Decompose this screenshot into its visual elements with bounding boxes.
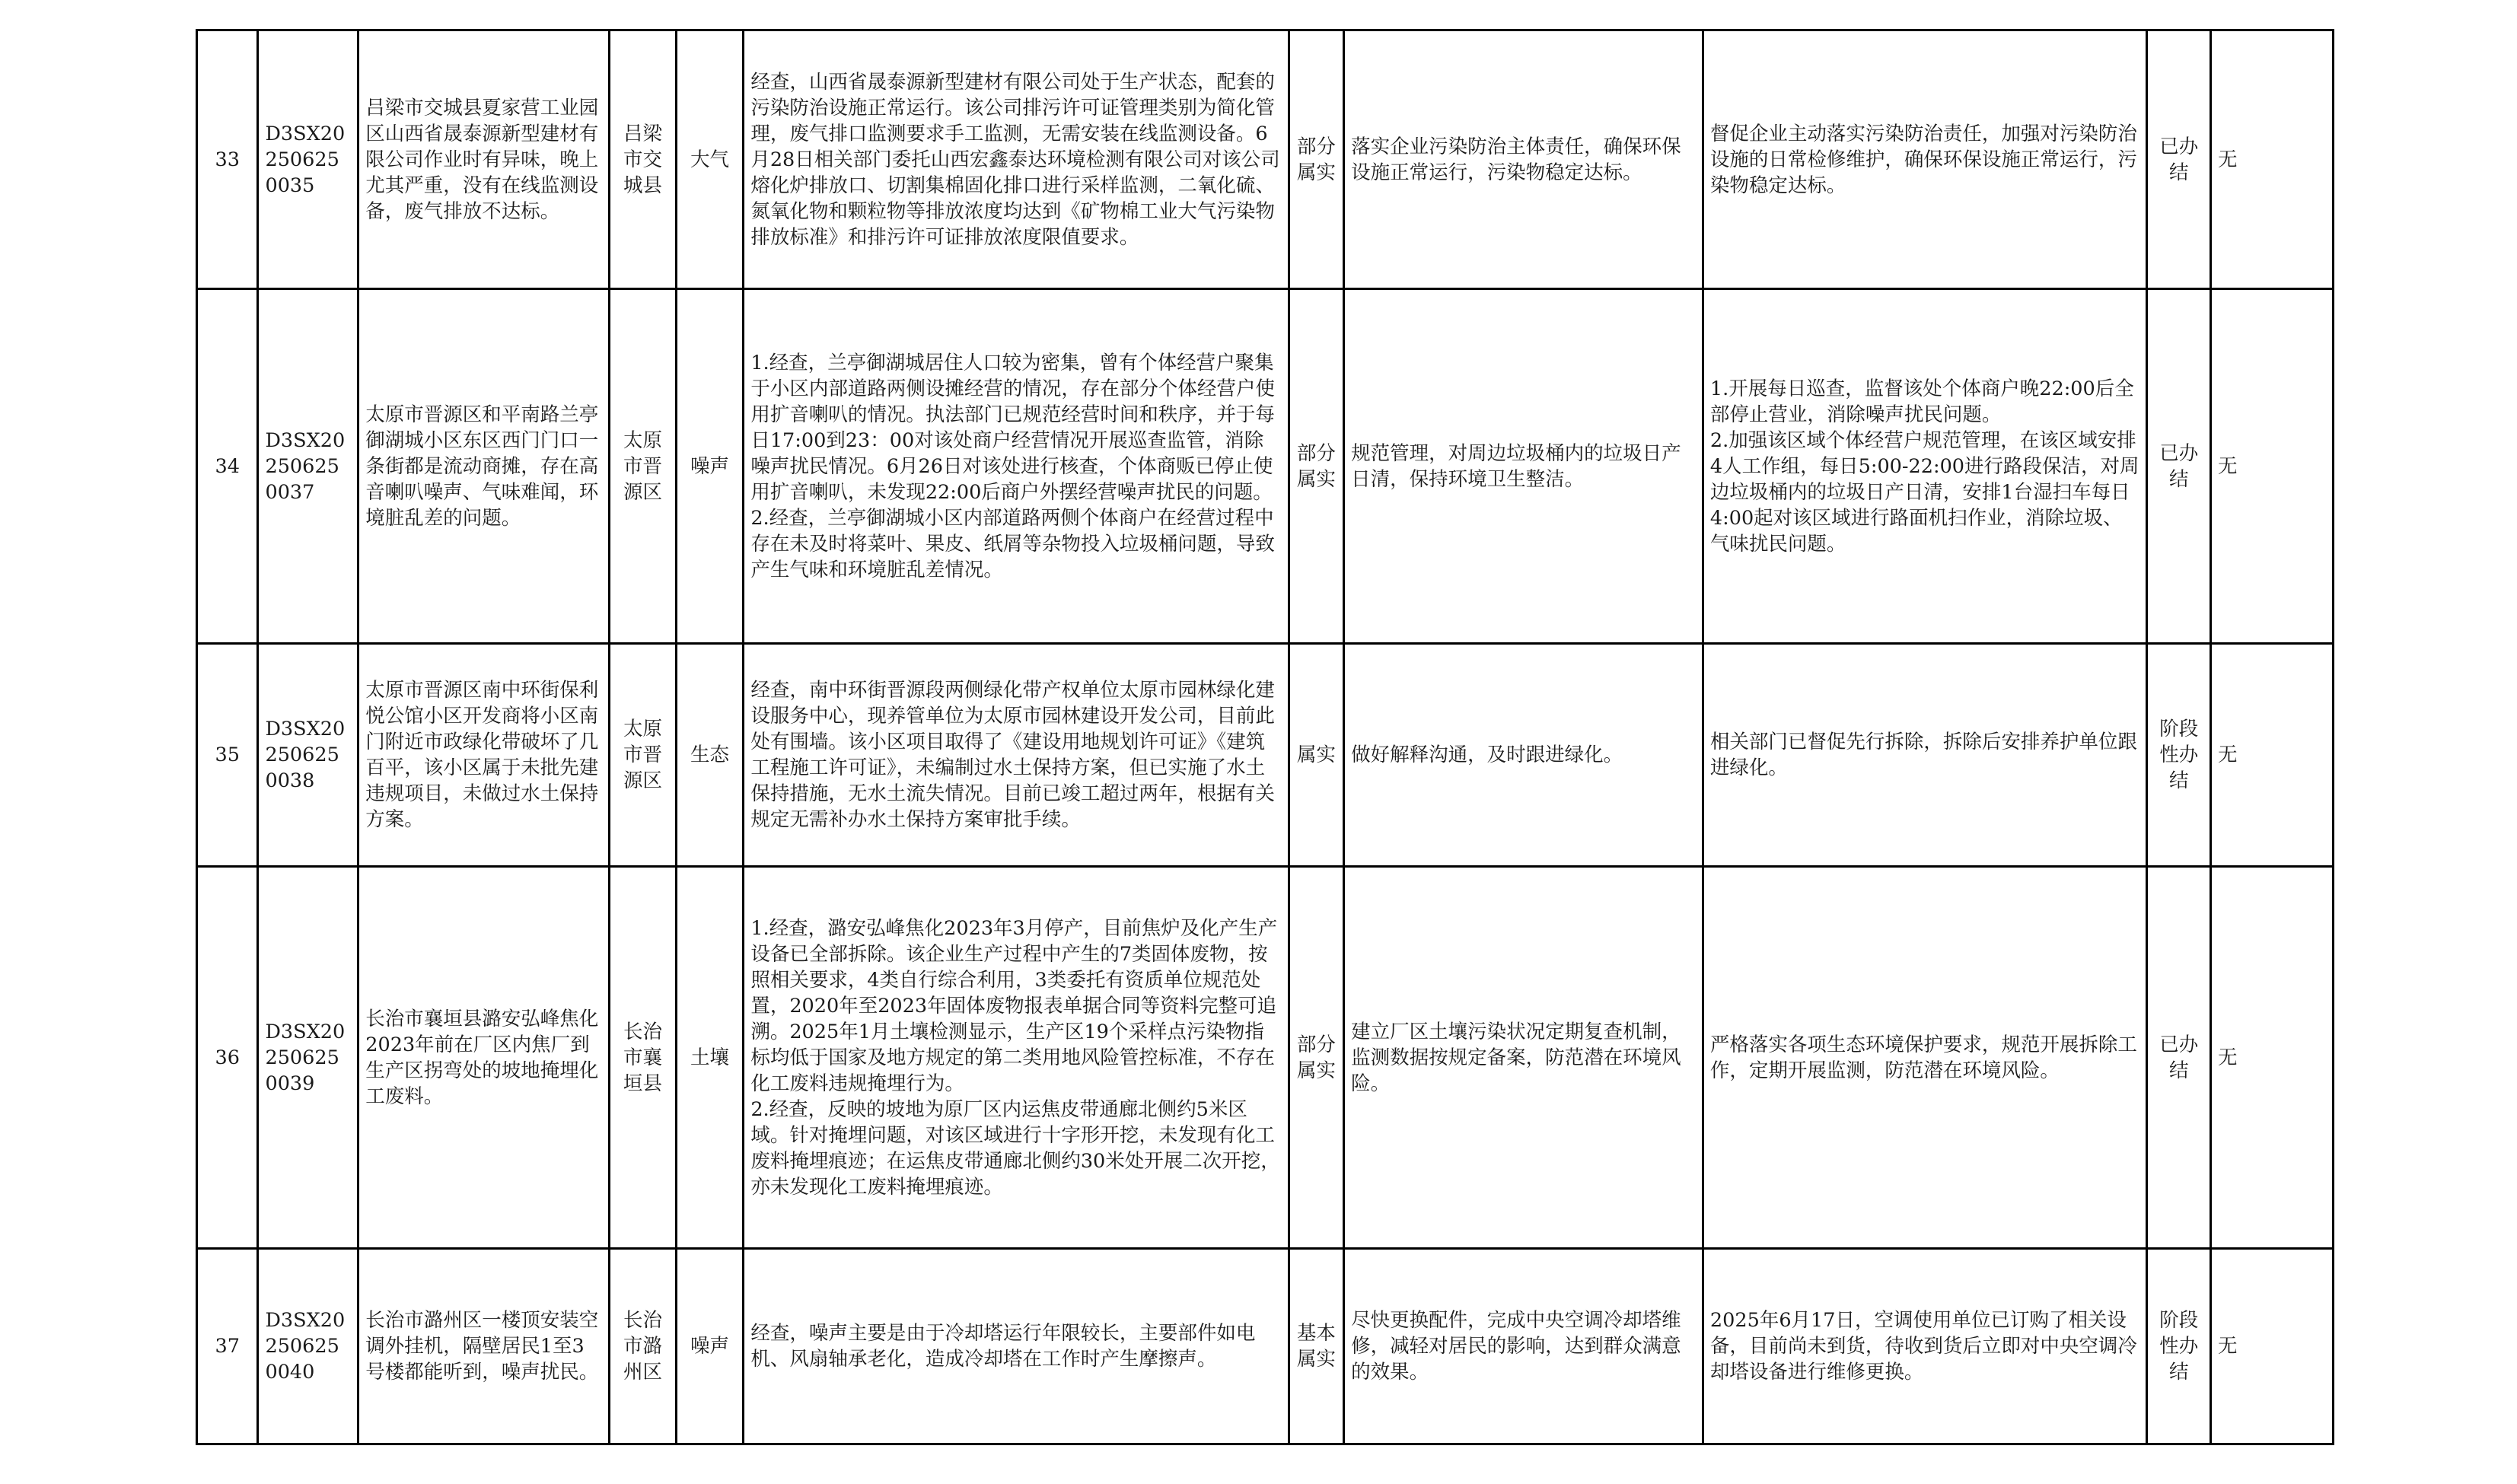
handling-measures: 尽快更换配件，完成中央空调冷却塔维修，减轻对居民的影响，达到群众满意的效果。 [1344, 1249, 1703, 1444]
completion-status: 已办结 [2147, 289, 2211, 644]
verdict: 基本属实 [1289, 1249, 1343, 1444]
investigation-result: 经查，噪声主要是由于冷却塔运行年限较长，主要部件如电机、风扇轴承老化，造成冷却塔在工作时产生摩擦声。 [744, 1249, 1289, 1444]
completion-status: 已办结 [2147, 867, 2211, 1249]
completion-status: 阶段性办结 [2147, 1249, 2211, 1444]
row-number: 34 [197, 289, 258, 644]
rectification-status: 督促企业主动落实污染防治责任，加强对污染防治设施的日常检修维护，确保环保设施正常运行，污染物稳定达标。 [1703, 30, 2147, 289]
pollution-type: 大气 [676, 30, 744, 289]
rectification-status: 严格落实各项生态环境保护要求，规范开展拆除工作，定期开展监测，防范潜在环境风险。 [1703, 867, 2147, 1249]
administrative-district: 长治市襄垣县 [610, 867, 677, 1249]
accountability: 无 [2210, 1249, 2333, 1444]
verdict: 部分属实 [1289, 30, 1343, 289]
verdict: 部分属实 [1289, 289, 1343, 644]
pollution-type: 土壤 [676, 867, 744, 1249]
investigation-result: 1.经查，潞安弘峰焦化2023年3月停产，目前焦炉及化产生产设备已全部拆除。该企业生产过程中产生的7类固体废物，按照相关要求，4类自行综合利用，3类委托有资质单位规范处置，2020年至2023年固体废物报表单据合同等资料完整可追溯。2025年1月土壤检测显示，生产区19个采样点污染物指标均低于国家及地方规定的第二类用地风险管控标准，不存在化工废料违规掩埋行为。 2.经查，反映的坡地为原厂区内运焦皮带通廊北侧约5米区域。针对掩埋问题，对该区域进行十字形开挖，未发现有化工废料掩埋痕迹；在运焦皮带通廊北侧约30米处开展二次开挖，亦未发现化工废料掩埋痕迹。 [744, 867, 1289, 1249]
rectification-status: 2025年6月17日，空调使用单位已订购了相关设备，目前尚未到货，待收到货后立即对中央空调冷却塔设备进行维修更换。 [1703, 1249, 2147, 1444]
case-id: D3SX202506250035 [258, 30, 358, 289]
verdict: 属实 [1289, 644, 1343, 867]
completion-status: 已办结 [2147, 30, 2211, 289]
table-row [197, 867, 2334, 1249]
row-number: 36 [197, 867, 258, 1249]
completion-status: 阶段性办结 [2147, 644, 2211, 867]
accountability: 无 [2210, 289, 2333, 644]
pollution-type: 生态 [676, 644, 744, 867]
accountability: 无 [2210, 30, 2333, 289]
complaint-content: 长治市襄垣县潞安弘峰焦化2023年前在厂区内焦厂到生产区拐弯处的坡地掩埋化工废料。 [358, 867, 610, 1249]
rectification-status: 1.开展每日巡查，监督该处个体商户晚22:00后全部停止营业，消除噪声扰民问题。 2.加强该区域个体经营户规范管理，在该区域安排4人工作组，每日5:00-22:00进行路段保洁，对周边垃圾桶内的垃圾日产日清，安排1台湿扫车每日4:00起对该区域进行路面机扫作业，消除垃圾、气味扰民问题。 [1703, 289, 2147, 644]
administrative-district: 长治市潞州区 [610, 1249, 677, 1444]
complaint-content: 太原市晋源区南中环街保利悦公馆小区开发商将小区南门附近市政绿化带破坏了几百平，该小区属于未批先建违规项目，未做过水土保持方案。 [358, 644, 610, 867]
accountability: 无 [2210, 867, 2333, 1249]
verdict: 部分属实 [1289, 867, 1343, 1249]
table-row [197, 1249, 2334, 1444]
case-id: D3SX202506250037 [258, 289, 358, 644]
handling-measures: 建立厂区土壤污染状况定期复查机制，监测数据按规定备案，防范潜在环境风险。 [1344, 867, 1703, 1249]
accountability: 无 [2210, 644, 2333, 867]
investigation-result: 1.经查，兰亭御湖城居住人口较为密集，曾有个体经营户聚集于小区内部道路两侧设摊经营的情况，存在部分个体经营户使用扩音喇叭的情况。执法部门已规范经营时间和秩序，并于每日17:00到23：00对该处商户经营情况开展巡查监管，消除噪声扰民情况。6月26日对该处进行核查，个体商贩已停止使用扩音喇叭，未发现22:00后商户外摆经营噪声扰民的问题。 2.经查，兰亭御湖城小区内部道路两侧个体商户在经营过程中存在未及时将菜叶、果皮、纸屑等杂物投入垃圾桶问题，导致产生气味和环境脏乱差情况。 [744, 289, 1289, 644]
row-number: 33 [197, 30, 258, 289]
rectification-status: 相关部门已督促先行拆除，拆除后安排养护单位跟进绿化。 [1703, 644, 2147, 867]
investigation-result: 经查，山西省晟泰源新型建材有限公司处于生产状态，配套的污染防治设施正常运行。该公司排污许可证管理类别为简化管理，废气排口监测要求手工监测，无需安装在线监测设备。6月28日相关部门委托山西宏鑫泰达环境检测有限公司对该公司熔化炉排放口、切割集棉固化排口进行采样监测，二氧化硫、氮氧化物和颗粒物等排放浓度均达到《矿物棉工业大气污染物排放标准》和排污许可证排放浓度限值要求。 [744, 30, 1289, 289]
complaint-content: 太原市晋源区和平南路兰亭御湖城小区东区西门门口一条街都是流动商摊，存在高音喇叭噪声、气味难闻，环境脏乱差的问题。 [358, 289, 610, 644]
pollution-type: 噪声 [676, 1249, 744, 1444]
administrative-district: 太原市晋源区 [610, 289, 677, 644]
table-row [197, 30, 2334, 289]
administrative-district: 吕梁市交城县 [610, 30, 677, 289]
handling-measures: 规范管理，对周边垃圾桶内的垃圾日产日清，保持环境卫生整洁。 [1344, 289, 1703, 644]
row-number: 35 [197, 644, 258, 867]
pollution-type: 噪声 [676, 289, 744, 644]
petition-handling-table [196, 29, 2334, 1445]
handling-measures: 做好解释沟通，及时跟进绿化。 [1344, 644, 1703, 867]
case-id: D3SX202506250040 [258, 1249, 358, 1444]
administrative-district: 太原市晋源区 [610, 644, 677, 867]
investigation-result: 经查，南中环街晋源段两侧绿化带产权单位太原市园林绿化建设服务中心，现养管单位为太原市园林建设开发公司，目前此处有围墙。该小区项目取得了《建设用地规划许可证》《建筑工程施工许可证》，未编制过水土保持方案，但已实施了水土保持措施，无水土流失情况。目前已竣工超过两年，根据有关规定无需补办水土保持方案审批手续。 [744, 644, 1289, 867]
table-row [197, 644, 2334, 867]
row-number: 37 [197, 1249, 258, 1444]
handling-measures: 落实企业污染防治主体责任，确保环保设施正常运行，污染物稳定达标。 [1344, 30, 1703, 289]
complaint-content: 吕梁市交城县夏家营工业园区山西省晟泰源新型建材有限公司作业时有异味，晚上尤其严重，没有在线监测设备，废气排放不达标。 [358, 30, 610, 289]
case-id: D3SX202506250038 [258, 644, 358, 867]
case-id: D3SX202506250039 [258, 867, 358, 1249]
table-row [197, 289, 2334, 644]
complaint-content: 长治市潞州区一楼顶安装空调外挂机，隔壁居民1至3号楼都能听到，噪声扰民。 [358, 1249, 610, 1444]
